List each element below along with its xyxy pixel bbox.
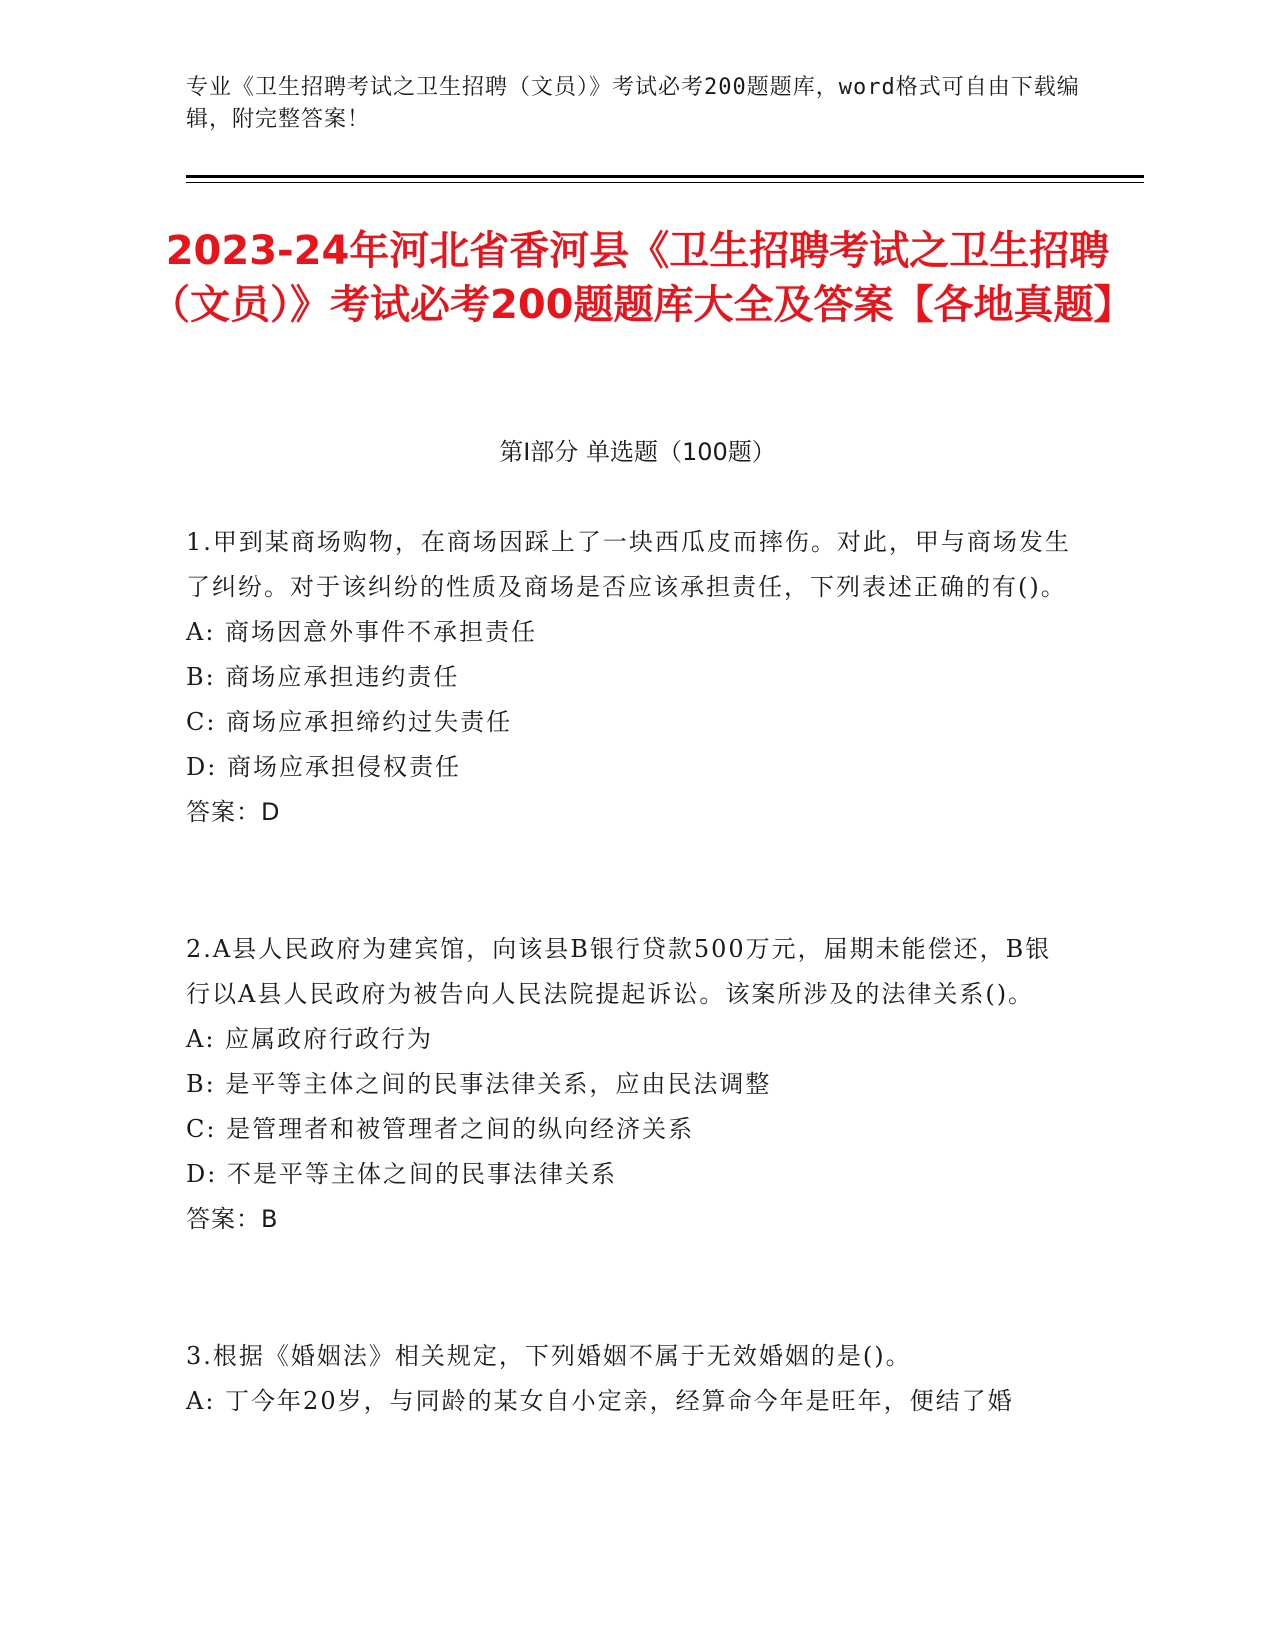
answer: 答案：B <box>186 1205 279 1233</box>
question-stem: 2.A县人民政府为建宾馆，向该县B银行贷款500万元，届期未能偿还，B银行以A县人民政府为被告向人民法院提起诉讼。该案所涉及的法律关系()。 <box>186 935 1052 1008</box>
option-a: A: 丁今年20岁，与同龄的某女自小定亲，经算命今年是旺年，便结了婚 <box>186 1387 1014 1415</box>
option-c: C: 是管理者和被管理者之间的纵向经济关系 <box>186 1115 695 1143</box>
option-b: B: 商场应承担违约责任 <box>186 663 460 691</box>
header-note: 专业《卫生招聘考试之卫生招聘（文员）》考试必考200题题库，word格式可自由下载编辑，附完整答案！ <box>186 75 1080 132</box>
option-a: A: 商场因意外事件不承担责任 <box>186 618 538 646</box>
option-d: D: 不是平等主体之间的民事法律关系 <box>186 1160 617 1188</box>
header-rule-thick <box>186 175 1144 178</box>
question-stem: 1.甲到某商场购物，在商场因踩上了一块西瓜皮而摔伤。对此，甲与商场发生了纠纷。对于该纠纷的性质及商场是否应该承担责任，下列表述正确的有()。 <box>186 528 1071 601</box>
question-2 <box>186 927 1076 1242</box>
option-b: B: 是平等主体之间的民事法律关系，应由民法调整 <box>186 1070 772 1098</box>
document-title: 2023-24年河北省香河县《卫生招聘考试之卫生招聘（文员）》考试必考200题题库大全及答案【各地真题】 <box>150 228 1134 328</box>
question-3 <box>186 1334 1076 1424</box>
option-a: A: 应属政府行政行为 <box>186 1025 434 1053</box>
section-title: 第I部分 单选题（100题） <box>499 438 776 466</box>
question-stem: 3.根据《婚姻法》相关规定，下列婚姻不属于无效婚姻的是()。 <box>186 1342 912 1370</box>
answer: 答案：D <box>186 798 281 826</box>
option-d: D: 商场应承担侵权责任 <box>186 753 461 781</box>
option-c: C: 商场应承担缔约过失责任 <box>186 708 513 736</box>
header-rule-thin <box>186 182 1144 183</box>
question-1 <box>186 520 1076 835</box>
